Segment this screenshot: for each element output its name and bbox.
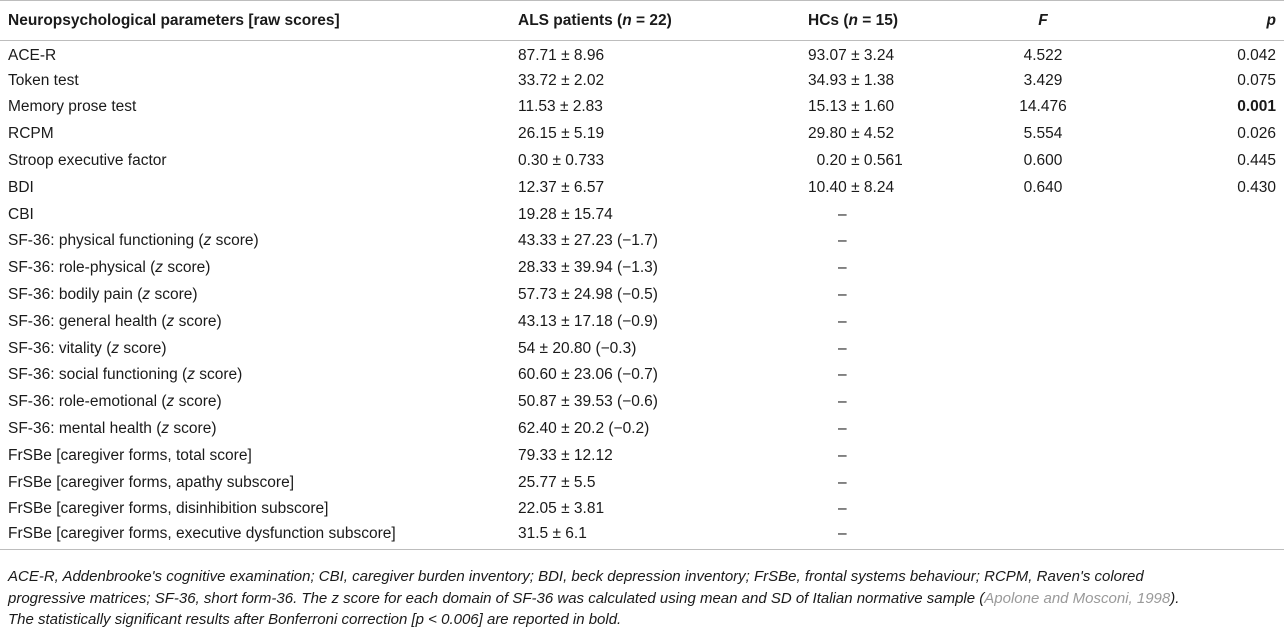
cell-param-end: score) [163,259,211,277]
cell-param-text: Stroop executive factor [8,152,167,170]
cell-param [0,442,506,469]
cell-p [1110,496,1284,523]
header-row [0,1,1284,41]
cell-hc: – [838,286,847,304]
cell-f [976,469,1110,496]
cell-f [976,335,1110,362]
cell-p: 0.430 [1237,178,1276,196]
cell-als: 28.33 ± 39.94 (−1.3) [518,259,658,277]
cell-param-text: BDI [8,178,34,196]
cell-p [1110,335,1284,362]
cell-p: 0.026 [1237,125,1276,143]
table-row [0,67,1284,94]
cell-param [0,255,506,282]
cell-param-italic: z [187,366,195,384]
table-row [0,308,1284,335]
cell-param-text: SF-36: bodily pain ( [8,286,143,304]
table-row [0,416,1284,443]
cell-param-text: RCPM [8,125,54,143]
cell-param-italic: z [111,339,120,357]
cell-p [1110,282,1284,309]
cell-hc: – [838,339,847,357]
cell-param [0,523,506,550]
cell-als: 57.73 ± 24.98 (−0.5) [518,286,658,304]
cell-param-end: score) [194,366,243,384]
table-row [0,228,1284,255]
cell-param-text: ACE-R [8,47,57,65]
cell-p: 0.042 [1237,47,1276,65]
table-row [0,201,1284,228]
cell-hc: 10.40 ± 8.24 [808,178,895,196]
cell-als: 12.37 ± 6.57 [518,178,605,196]
header-param: Neuropsychological parameters [raw scores] [0,1,506,41]
cell-param [0,362,506,389]
table-footnote [8,566,1196,631]
cell-hc: 93.07 ± 3.24 [808,47,895,65]
cell-f: 0.640 [1023,178,1063,196]
table-row [0,442,1284,469]
cell-p [1110,362,1284,389]
cell-param [0,389,506,416]
cell-als: 0.30 ± 0.733 [518,152,605,170]
cell-param-end: score) [211,232,259,250]
cell-als: 87.71 ± 8.96 [518,47,605,65]
cell-param [0,496,506,523]
header-als-n: n [622,11,632,29]
cell-als: 22.05 ± 3.81 [518,500,605,518]
cell-param-text: FrSBe [caregiver forms, disinhibition subscore] [8,500,329,518]
table-header [0,1,1284,41]
cell-param [0,41,506,68]
header-p: p [1110,1,1284,41]
cell-hc: – [838,205,847,223]
cell-p: 0.075 [1237,71,1276,89]
cell-param-text: CBI [8,205,34,223]
header-hc-prefix: HCs ( [808,11,849,29]
cell-param-text: SF-36: role-physical ( [8,259,156,277]
cell-param [0,67,506,94]
cell-als: 33.72 ± 2.02 [518,71,605,89]
cell-hc: – [838,500,847,518]
cell-param [0,308,506,335]
cell-hc: – [838,420,847,438]
cell-als: 62.40 ± 20.2 (−0.2) [518,420,650,438]
cell-hc: – [800,523,976,550]
cell-param [0,335,506,362]
table-row [0,41,1284,68]
cell-als: 25.77 ± 5.5 [518,473,596,491]
table-body [0,41,1284,550]
table-row [0,174,1284,201]
cell-hc: 0.20 ± 0.561 [808,152,903,170]
cell-param-end: score) [174,312,222,330]
table-row [0,282,1284,309]
cell-hc: – [838,366,847,384]
cell-als: 60.60 ± 23.06 (−0.7) [518,366,658,384]
cell-param [0,148,506,175]
cell-hc: – [838,259,847,277]
cell-hc: – [838,473,847,491]
header-hc-n: n [848,11,858,29]
cell-f [976,282,1110,309]
cell-param-text: Token test [8,71,79,89]
cell-f [976,496,1110,523]
cell-f [976,362,1110,389]
header-hc-suffix: = 15) [857,11,899,29]
footnote-text-before: ACE-R, Addenbrooke's cognitive examination; CBI, caregiver burden inventory; BDI, beck depression inventory; FrSBe, frontal systems behaviour; RCPM, Raven's colored progressive matrices; SF-36, short form-36. The z score for each domain of SF-36 was calculated using mean and SD of Italian normative sample ( [8,568,1144,607]
cell-param-end: score) [169,420,217,438]
header-f: F [976,1,1110,41]
table-row [0,389,1284,416]
cell-p [1110,308,1284,335]
cell-f: 3.429 [1023,71,1063,89]
cell-als: 26.15 ± 5.19 [518,125,605,143]
cell-param-end: score) [150,286,198,304]
cell-param-italic: z [166,393,175,411]
cell-f [976,308,1110,335]
table-row [0,362,1284,389]
cell-f: 5.554 [1023,125,1063,143]
cell-f: 0.600 [1023,152,1063,170]
cell-param-text: FrSBe [caregiver forms, executive dysfunction subscore] [8,524,396,542]
cell-f [976,201,1110,228]
cell-p: 0.445 [1237,152,1276,170]
cell-param-text: Memory prose test [8,98,137,116]
header-als [506,1,800,41]
cell-param-text: SF-36: general health ( [8,312,167,330]
cell-hc: – [838,232,847,250]
cell-param [0,416,506,443]
cell-param [0,121,506,148]
cell-p [1110,469,1284,496]
cell-param-italic: z [203,232,212,250]
cell-hc: 29.80 ± 4.52 [808,125,895,143]
table-row [0,94,1284,121]
cell-param [0,282,506,309]
cell-p [1110,201,1284,228]
cell-f [976,416,1110,443]
header-als-prefix: ALS patients ( [518,11,623,29]
cell-f [976,255,1110,282]
cell-hc: 34.93 ± 1.38 [808,71,895,89]
cell-param [0,94,506,121]
cell-param-text: SF-36: physical functioning ( [8,232,204,250]
cell-param-text: SF-36: role-emotional ( [8,393,167,411]
cell-als: 43.13 ± 17.18 (−0.9) [518,312,658,330]
table-row [0,255,1284,282]
cell-als: 19.28 ± 15.74 [518,205,613,223]
cell-param [0,228,506,255]
cell-param-italic: z [142,286,151,304]
cell-als: 50.87 ± 39.53 (−0.6) [518,393,658,411]
cell-p [1110,228,1284,255]
table-row [0,121,1284,148]
cell-p [1110,255,1284,282]
cell-p [1110,389,1284,416]
cell-f [976,442,1110,469]
cell-als: 31.5 ± 6.1 [506,523,800,550]
cell-param [0,201,506,228]
cell-p: 0.001 [1237,98,1276,116]
cell-hc: – [838,393,847,411]
table-row [0,469,1284,496]
footnote-text-after: ). The statistically significant results after Bonferroni correction [p < 0.006] are reported in bold. [8,589,1180,628]
cell-param [0,174,506,201]
table-row [0,335,1284,362]
cell-hc: – [838,312,847,330]
cell-als: 54 ± 20.80 (−0.3) [518,339,637,357]
cell-param-text: SF-36: mental health ( [8,420,162,438]
cell-f [976,389,1110,416]
table-row [0,496,1284,523]
cell-param-text: SF-36: vitality ( [8,339,112,357]
cell-f: 14.476 [1019,98,1067,116]
table-row [0,523,1284,550]
cell-als: 43.33 ± 27.23 (−1.7) [518,232,658,250]
cell-param-end: score) [119,339,167,357]
cell-param-italic: z [161,420,170,438]
header-als-suffix: = 22) [631,11,672,29]
cell-f [976,228,1110,255]
cell-p [1110,442,1284,469]
cell-als: 11.53 ± 2.83 [518,98,603,116]
cell-hc: – [838,446,847,464]
cell-param-italic: z [166,312,175,330]
cell-param-italic: z [155,259,164,277]
cell-param [0,469,506,496]
cell-f: 4.522 [1023,47,1063,65]
header-hc [800,1,976,41]
cell-hc: 15.13 ± 1.60 [808,98,895,116]
table-row [0,148,1284,175]
cell-p [1110,523,1284,550]
cell-param-text: SF-36: social functioning ( [8,366,188,384]
cell-param-end: score) [174,393,222,411]
cell-als: 79.33 ± 12.12 [518,446,613,464]
cell-param-text: FrSBe [caregiver forms, total score] [8,446,252,464]
cell-p [1110,416,1284,443]
footnote-reference-link[interactable]: Apolone and Mosconi, 1998 [984,589,1171,607]
cell-param-text: FrSBe [caregiver forms, apathy subscore] [8,473,295,491]
cell-f [976,523,1110,550]
